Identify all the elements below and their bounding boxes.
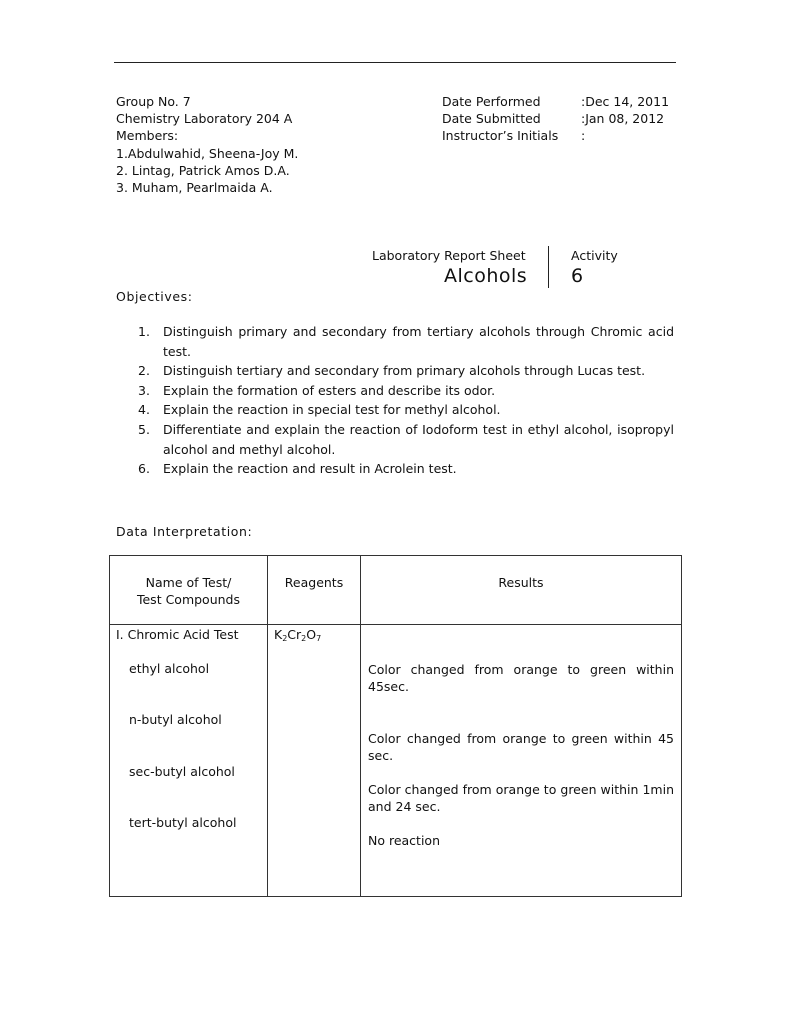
col-header-name-line2: Test Compounds	[136, 592, 240, 607]
top-rule	[114, 62, 676, 63]
compound-sec-butyl: sec-butyl alcohol	[129, 764, 235, 779]
objective-item	[138, 459, 674, 479]
col-header-reagents: Reagents	[268, 556, 361, 625]
date-performed-label: Date Performed	[442, 94, 541, 109]
objective-item	[138, 361, 674, 381]
objective-text: Explain the formation of esters and describe its odor.	[163, 382, 496, 398]
compound-n-butyl: n-butyl alcohol	[129, 712, 222, 727]
objective-text: Explain the reaction in special test for methyl alcohol.	[163, 402, 501, 418]
date-submitted-value: :Jan 08, 2012	[581, 111, 665, 127]
results-table	[109, 555, 682, 897]
objective-item	[138, 400, 674, 420]
reagent-cell	[268, 625, 361, 897]
member-3: 3. Muham, Pearlmaida A.	[116, 180, 273, 196]
date-submitted-label: Date Submitted	[442, 111, 541, 127]
col-header-name-line1: Name of Test/	[145, 575, 232, 590]
report-title: Alcohols	[444, 265, 528, 287]
objective-item	[138, 381, 674, 401]
instructor-initials-value: :	[581, 128, 586, 144]
member-1: 1.Abdulwahid, Sheena-Joy M.	[116, 145, 299, 161]
col-header-name	[110, 556, 268, 625]
objective-number: 2.	[138, 363, 150, 379]
reagent-formula: $K_2Cr_2O_7$	[274, 627, 322, 643]
test-name: I. Chromic Acid Test	[116, 627, 239, 642]
objective-text: Distinguish primary and secondary from tertiary alcohols through Chromic acid test.	[163, 324, 674, 359]
group-number: Group No. 7	[116, 94, 191, 109]
objective-text: Distinguish tertiary and secondary from primary alcohols through Lucas test.	[163, 363, 646, 379]
results-cell	[361, 625, 682, 897]
objective-number: 6.	[138, 461, 150, 477]
table-header-row	[110, 556, 682, 625]
objective-text: Explain the reaction and result in Acrolein test.	[163, 461, 457, 477]
compound-ethyl: ethyl alcohol	[129, 661, 210, 676]
instructor-initials-label: Instructor’s Initials	[442, 128, 559, 144]
result-tert-butyl: No reaction	[368, 833, 441, 848]
objective-number: 1.	[138, 324, 150, 339]
member-2: 2. Lintag, Patrick Amos D.A.	[116, 162, 290, 178]
objectives-heading: Objectives:	[116, 289, 193, 304]
objective-item	[138, 420, 674, 459]
report-sheet-label: Laboratory Report Sheet	[372, 248, 526, 263]
group-info	[116, 93, 298, 196]
title-divider	[548, 246, 549, 288]
result-n-butyl: Color changed from orange to green within 45 sec.	[368, 731, 674, 764]
date-performed-value: :Dec 14, 2011	[581, 94, 670, 109]
objective-number: 3.	[138, 382, 150, 398]
objective-item	[138, 322, 674, 361]
test-compounds-cell	[110, 625, 268, 897]
activity-number: 6	[571, 265, 584, 287]
table-row	[110, 625, 682, 897]
members-label: Members:	[116, 128, 179, 144]
compound-tert-butyl: tert-butyl alcohol	[129, 815, 237, 830]
objective-number: 4.	[138, 402, 150, 418]
data-interpretation-heading: Data Interpretation:	[116, 524, 253, 539]
col-header-results: Results	[361, 556, 682, 625]
objective-text: Differentiate and explain the reaction of Iodoform test in ethyl alcohol, isopropyl alcohol and methyl alcohol.	[163, 421, 674, 457]
result-ethyl: Color changed from orange to green within 45sec.	[368, 662, 674, 695]
activity-label: Activity	[571, 248, 618, 263]
lab-name: Chemistry Laboratory 204 A	[116, 111, 293, 127]
objectives-list	[138, 322, 674, 479]
result-sec-butyl: Color changed from orange to green within 1min and 24 sec.	[368, 782, 674, 815]
objective-number: 5.	[138, 421, 150, 437]
